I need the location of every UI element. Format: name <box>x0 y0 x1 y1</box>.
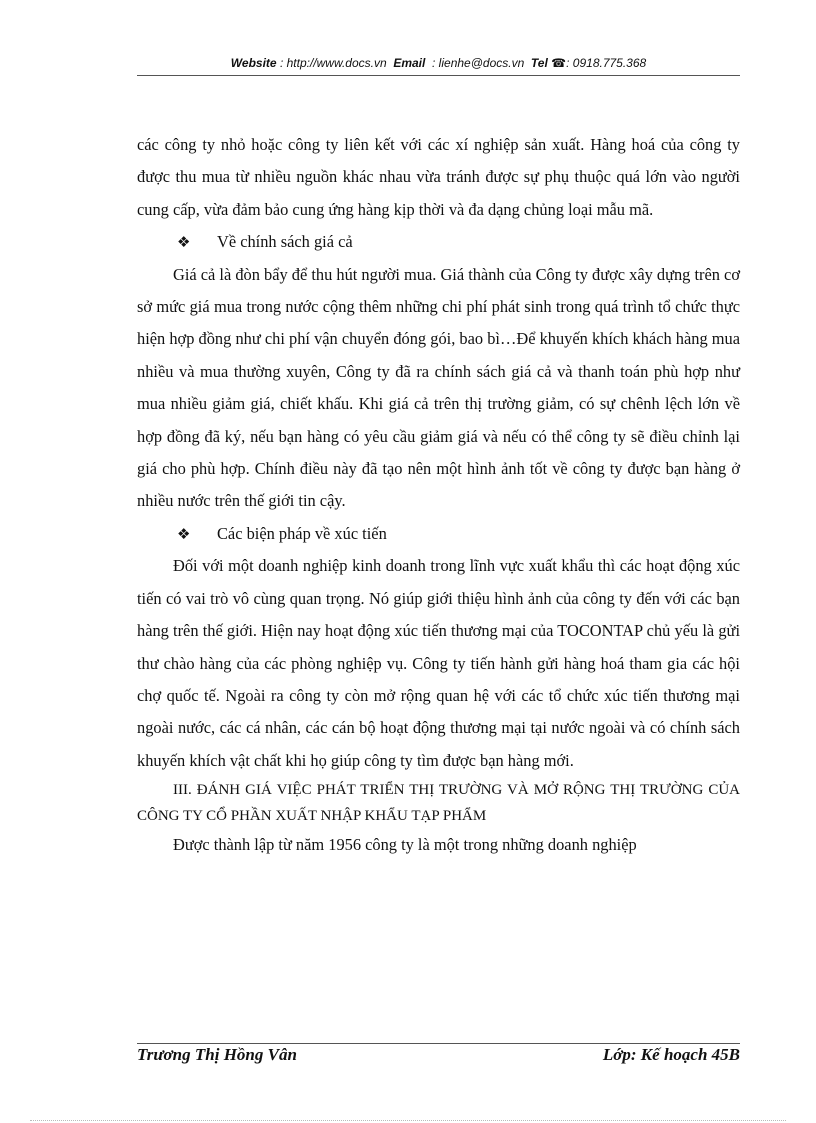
paragraph-2: Giá cả là đòn bẩy để thu hút người mua. Giá thành của Công ty được xây dựng trên cơ sở mức giá mua trong nước cộng thêm những chi phí phát sinh trong quá trình tổ chức thực hiện hợp đồng như chi phí vận chuyển đóng gói, bao bì…Để khuyến khích khách hàng mua nhiều và mua thường xuyên, Công ty đã ra chính sách giá cả và thanh toán phù hợp như mua nhiều giảm giá, chiết khấu. Khi giá cả trên thị trường giảm, có sự chênh lệch lớn về hợp đồng đã ký, nếu bạn hàng có yêu cầu giảm giá và nếu có thể công ty sẽ điều chỉnh lại giá cho phù hợp. Chính điều này đã tạo nên một hình ảnh tốt về công ty được bạn hàng ở nhiều nước trên thế giới tin cậy. <box>137 264 740 511</box>
bullet-heading-label: Về chính sách giá cả <box>217 232 353 252</box>
footer-divider <box>137 1043 740 1044</box>
footer-class: Lớp: Kế hoạch 45B <box>602 1045 740 1064</box>
tel-value: : 0918.775.368 <box>566 56 647 70</box>
bullet-heading-pricing <box>137 226 740 258</box>
email-value: : lienhe@docs.vn <box>432 56 525 70</box>
website-label: Website <box>230 56 277 70</box>
phone-icon: ☎ <box>551 56 567 70</box>
section-heading: III. ĐÁNH GIÁ VIỆC PHÁT TRIỂN THỊ TRƯỜNG VÀ MỞ RỘNG THỊ TRƯỜNG CỦA CÔNG TY CỔ PHẦN XUẤT NHẬP KHẨU TẠP PHẨM <box>137 782 740 825</box>
page-footer <box>137 1045 740 1065</box>
header-divider <box>137 75 740 76</box>
diamond-bullet-icon: ❖ <box>177 233 191 252</box>
page-header <box>137 56 740 70</box>
paragraph-1: các công ty nhỏ hoặc công ty liên kết với các xí nghiệp sản xuất. Hàng hoá của công ty được thu mua từ nhiều nguồn khác nhau vừa tránh được sự phụ thuộc quá lớn vào người cung cấp, vừa đảm bảo cung ứng hàng kịp thời và đa dạng chủng loại mẫu mã. <box>137 135 740 219</box>
tel-label: Tel <box>530 56 548 70</box>
email-label: Email <box>393 56 426 70</box>
bullet-heading-label: Các biện pháp về xúc tiến <box>217 523 387 543</box>
paragraph-3: Đối với một doanh nghiệp kinh doanh trong lĩnh vực xuất khẩu thì các hoạt động xúc tiến có vai trò vô cùng quan trọng. Nó giúp giới thiệu hình ảnh của công ty đến với các bạn hàng trên thế giới. Hiện nay hoạt động xúc tiến thương mại của TOCONTAP chủ yếu là gửi thư chào hàng của các phòng nghiệp vụ. Công ty tiến hành gửi hàng hoá tham gia các hội chợ quốc tế. Ngoài ra công ty còn mở rộng quan hệ với các tổ chức xúc tiến thương mại ngoài nước, các cá nhân, các cán bộ hoạt động thương mại tại nước ngoài và có chính sách khuyến khích vật chất khi họ giúp công ty tìm được bạn hàng mới. <box>137 556 740 770</box>
bullet-heading-promotion <box>137 518 740 550</box>
website-value: : http://www.docs.vn <box>279 56 387 70</box>
paragraph-4: Được thành lập từ năm 1956 công ty là một trong những doanh nghiệp <box>173 835 637 855</box>
document-body <box>137 129 740 862</box>
page-bottom-dotted-line <box>30 1120 786 1121</box>
footer-author: Trương Thị Hồng Vân <box>137 1045 297 1064</box>
diamond-bullet-icon: ❖ <box>177 524 191 543</box>
